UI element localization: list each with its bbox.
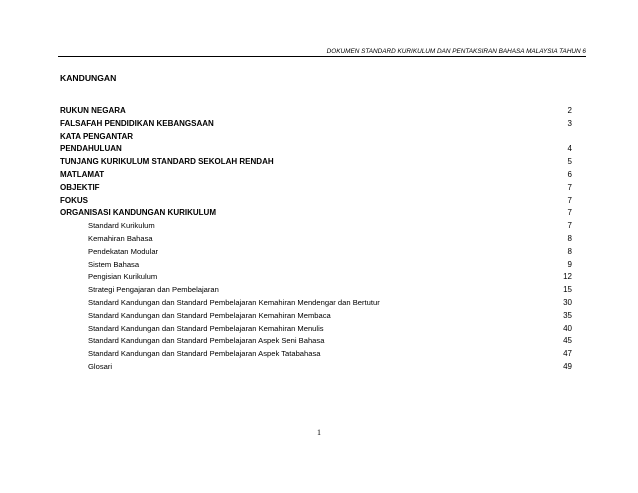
toc-entry-page: 3 xyxy=(567,118,572,128)
toc-entry[interactable] xyxy=(60,259,572,272)
toc-entry-label: Standard Kurikulum xyxy=(88,221,155,231)
toc-entry-page: 5 xyxy=(567,157,572,167)
toc-entry[interactable] xyxy=(60,220,572,233)
toc-entry[interactable] xyxy=(60,335,572,348)
toc-entry-label: ORGANISASI KANDUNGAN KURIKULUM xyxy=(60,208,216,218)
toc-entry-label: Pendekatan Modular xyxy=(88,246,159,256)
toc-entry-label: TUNJANG KURIKULUM STANDARD SEKOLAH RENDAH xyxy=(60,157,274,167)
header-text: DOKUMEN STANDARD KURIKULUM DAN PENTAKSIRAN BAHASA MALAYSIA TAHUN 6 xyxy=(326,48,586,55)
toc-entry-label: Standard Kandungan dan Standard Pembelajaran Kemahiran Menulis xyxy=(88,323,324,333)
toc-entry[interactable] xyxy=(60,195,572,208)
toc-entry-page: 7 xyxy=(567,208,572,218)
toc-entry-label: Glosari xyxy=(88,361,113,371)
toc-entry-page: 15 xyxy=(563,285,572,295)
toc-entry-page: 12 xyxy=(563,272,572,282)
toc-entry[interactable] xyxy=(60,105,572,118)
toc-entry-label: RUKUN NEGARA xyxy=(60,106,126,115)
toc-entry[interactable] xyxy=(60,284,572,297)
toc-entry[interactable] xyxy=(60,182,572,195)
toc-entry-label: OBJEKTIF xyxy=(60,182,100,192)
toc-entry-page: 47 xyxy=(563,349,572,359)
toc-entry-label: Standard Kandungan dan Standard Pembelajaran Kemahiran Mendengar dan Bertutur xyxy=(88,297,380,307)
toc-entry-label: MATLAMAT xyxy=(60,169,105,179)
toc-entry[interactable] xyxy=(60,131,572,144)
toc-entry-page: 4 xyxy=(567,144,572,154)
toc-entry-label: PENDAHULUAN xyxy=(60,144,122,154)
toc-entry-page: 2 xyxy=(567,106,572,115)
toc-entry-page: 7 xyxy=(567,195,572,205)
toc-entry-page: 9 xyxy=(567,259,572,269)
toc-entry-page: 49 xyxy=(563,361,572,371)
toc-entry[interactable] xyxy=(60,233,572,246)
header-divider xyxy=(58,56,586,57)
toc-entry-label: FALSAFAH PENDIDIKAN KEBANGSAAN xyxy=(60,118,214,128)
table-of-contents xyxy=(60,105,572,374)
toc-entry[interactable] xyxy=(60,361,572,374)
toc-entry-label: FOKUS xyxy=(60,195,88,205)
toc-entry-page: 8 xyxy=(567,246,572,256)
toc-entry-page: 6 xyxy=(567,169,572,179)
toc-entry-label: KATA PENGANTAR xyxy=(60,131,134,141)
page-number: 1 xyxy=(317,428,321,437)
toc-entry-page: 30 xyxy=(563,297,572,307)
toc-entry[interactable] xyxy=(60,156,572,169)
toc-entry[interactable] xyxy=(60,271,572,284)
toc-entry-page: 40 xyxy=(563,323,572,333)
toc-entry-page: 45 xyxy=(563,336,572,346)
toc-entry-page: 35 xyxy=(563,310,572,320)
toc-entry-page: 7 xyxy=(567,221,572,231)
toc-entry-label: Standard Kandungan dan Standard Pembelajaran Aspek Seni Bahasa xyxy=(88,336,325,346)
toc-entry[interactable] xyxy=(60,207,572,220)
toc-entry-label: Strategi Pengajaran dan Pembelajaran xyxy=(88,285,219,295)
toc-entry-label: Sistem Bahasa xyxy=(88,259,140,269)
toc-entry[interactable] xyxy=(60,348,572,361)
toc-entry[interactable] xyxy=(60,297,572,310)
toc-entry-label: Standard Kandungan dan Standard Pembelajaran Kemahiran Membaca xyxy=(88,310,331,320)
toc-entry-label: Standard Kandungan dan Standard Pembelajaran Aspek Tatabahasa xyxy=(88,349,321,359)
toc-entry-page: 8 xyxy=(567,233,572,243)
toc-entry[interactable] xyxy=(60,323,572,336)
toc-entry-page: 7 xyxy=(567,182,572,192)
toc-entry[interactable] xyxy=(60,143,572,156)
contents-title: KANDUNGAN xyxy=(60,73,117,83)
toc-entry[interactable] xyxy=(60,310,572,323)
toc-entry-label: Kemahiran Bahasa xyxy=(88,233,153,243)
toc-entry[interactable] xyxy=(60,246,572,259)
toc-entry-label: Pengisian Kurikulum xyxy=(88,272,158,282)
toc-entry[interactable] xyxy=(60,118,572,131)
toc-entry[interactable] xyxy=(60,169,572,182)
